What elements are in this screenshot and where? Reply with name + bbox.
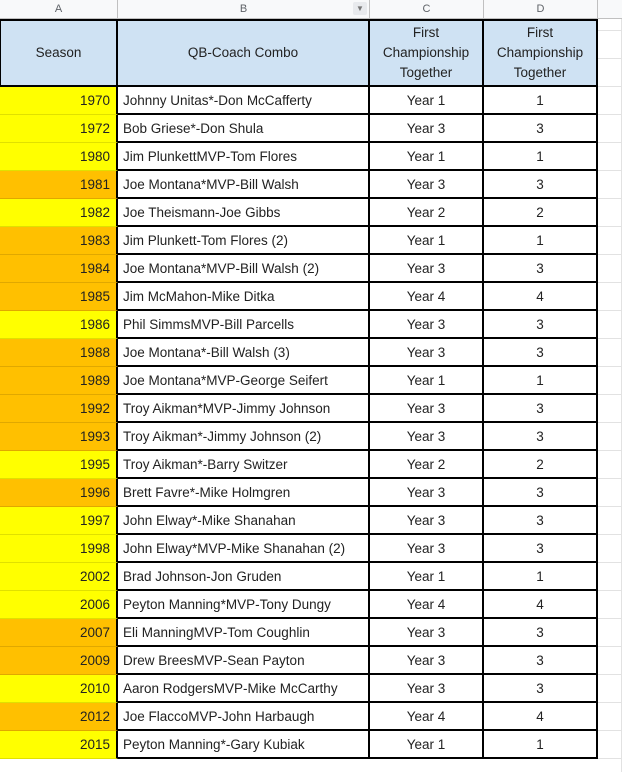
season-cell[interactable]: 1998 <box>0 535 118 563</box>
season-cell[interactable]: 1997 <box>0 507 118 535</box>
table-row <box>0 675 622 703</box>
season-cell[interactable]: 2010 <box>0 675 118 703</box>
year-number-cell[interactable]: 3 <box>484 395 598 423</box>
column-header-b-label: B <box>239 3 248 15</box>
season-cell[interactable]: 2007 <box>0 619 118 647</box>
year-text-cell[interactable]: Year 3 <box>370 619 484 647</box>
year-number-cell[interactable]: 3 <box>484 255 598 283</box>
season-cell[interactable]: 1996 <box>0 479 118 507</box>
table-row <box>0 619 622 647</box>
season-cell[interactable]: 1995 <box>0 451 118 479</box>
year-text-cell[interactable]: Year 3 <box>370 647 484 675</box>
filter-dropdown-icon[interactable]: ▼ <box>353 2 367 15</box>
table-row <box>0 87 622 115</box>
column-header-bar <box>0 0 622 19</box>
table-row <box>0 731 622 759</box>
header-first-championship-c[interactable]: First Championship Together <box>370 19 484 87</box>
combo-cell[interactable]: Peyton Manning*-Gary Kubiak <box>118 731 370 759</box>
year-number-cell[interactable]: 3 <box>484 535 598 563</box>
season-cell[interactable]: 1980 <box>0 143 118 171</box>
season-cell[interactable]: 2015 <box>0 731 118 759</box>
table-row <box>0 283 622 311</box>
year-number-cell[interactable]: 3 <box>484 507 598 535</box>
year-number-cell[interactable]: 3 <box>484 171 598 199</box>
table-row <box>0 647 622 675</box>
year-number-cell[interactable]: 1 <box>484 143 598 171</box>
combo-cell[interactable]: Jim PlunkettMVP-Tom Flores <box>118 143 370 171</box>
year-text-cell[interactable]: Year 3 <box>370 395 484 423</box>
combo-cell[interactable]: Joe Montana*MVP-George Seifert <box>118 367 370 395</box>
combo-cell[interactable]: Johnny Unitas*-Don McCafferty <box>118 87 370 115</box>
combo-cell[interactable]: Jim McMahon-Mike Ditka <box>118 283 370 311</box>
combo-cell[interactable]: Phil SimmsMVP-Bill Parcells <box>118 311 370 339</box>
combo-cell[interactable]: Joe Montana*MVP-Bill Walsh <box>118 171 370 199</box>
combo-cell[interactable]: Joe Theismann-Joe Gibbs <box>118 199 370 227</box>
table-row <box>0 143 622 171</box>
header-combo[interactable]: QB-Coach Combo <box>118 19 370 87</box>
combo-cell[interactable]: Eli ManningMVP-Tom Coughlin <box>118 619 370 647</box>
year-text-cell[interactable]: Year 3 <box>370 507 484 535</box>
season-cell[interactable]: 1992 <box>0 395 118 423</box>
year-text-cell[interactable]: Year 1 <box>370 227 484 255</box>
year-number-cell[interactable]: 3 <box>484 311 598 339</box>
header-row <box>0 19 622 87</box>
year-number-cell[interactable]: 1 <box>484 87 598 115</box>
year-text-cell[interactable]: Year 1 <box>370 143 484 171</box>
season-cell[interactable]: 1972 <box>0 115 118 143</box>
year-number-cell[interactable]: 2 <box>484 451 598 479</box>
year-number-cell[interactable]: 4 <box>484 703 598 731</box>
combo-cell[interactable]: Troy Aikman*MVP-Jimmy Johnson <box>118 395 370 423</box>
year-text-cell[interactable]: Year 3 <box>370 675 484 703</box>
year-number-cell[interactable]: 3 <box>484 619 598 647</box>
year-number-cell[interactable]: 3 <box>484 115 598 143</box>
season-cell[interactable]: 1984 <box>0 255 118 283</box>
year-text-cell[interactable]: Year 4 <box>370 703 484 731</box>
combo-cell[interactable]: John Elway*MVP-Mike Shanahan (2) <box>118 535 370 563</box>
combo-cell[interactable]: Joe Montana*MVP-Bill Walsh (2) <box>118 255 370 283</box>
table-row <box>0 535 622 563</box>
year-text-cell[interactable]: Year 3 <box>370 255 484 283</box>
table-row <box>0 703 622 731</box>
table-row <box>0 423 622 451</box>
year-number-cell[interactable]: 3 <box>484 479 598 507</box>
header-season[interactable]: Season <box>0 19 118 87</box>
column-header-c[interactable]: C <box>370 0 484 18</box>
season-cell[interactable]: 2009 <box>0 647 118 675</box>
year-text-cell[interactable]: Year 4 <box>370 283 484 311</box>
table-row <box>0 507 622 535</box>
table-row <box>0 199 622 227</box>
year-number-cell[interactable]: 4 <box>484 591 598 619</box>
table-row <box>0 171 622 199</box>
combo-cell[interactable]: Drew BreesMVP-Sean Payton <box>118 647 370 675</box>
year-text-cell[interactable]: Year 3 <box>370 535 484 563</box>
season-cell[interactable]: 1985 <box>0 283 118 311</box>
combo-cell[interactable]: Joe Montana*-Bill Walsh (3) <box>118 339 370 367</box>
combo-cell[interactable]: Joe FlaccoMVP-John Harbaugh <box>118 703 370 731</box>
year-text-cell[interactable]: Year 1 <box>370 731 484 759</box>
year-text-cell[interactable]: Year 1 <box>370 367 484 395</box>
table-row <box>0 395 622 423</box>
table-row <box>0 255 622 283</box>
year-text-cell[interactable]: Year 2 <box>370 451 484 479</box>
spreadsheet-grid <box>0 19 622 759</box>
year-text-cell[interactable]: Year 1 <box>370 563 484 591</box>
season-cell[interactable]: 2012 <box>0 703 118 731</box>
season-cell[interactable]: 2006 <box>0 591 118 619</box>
table-row <box>0 451 622 479</box>
season-cell[interactable]: 1983 <box>0 227 118 255</box>
year-number-cell[interactable]: 2 <box>484 199 598 227</box>
combo-cell[interactable]: Troy Aikman*-Jimmy Johnson (2) <box>118 423 370 451</box>
year-number-cell[interactable]: 4 <box>484 283 598 311</box>
table-row <box>0 479 622 507</box>
season-cell[interactable]: 1982 <box>0 199 118 227</box>
year-number-cell[interactable]: 1 <box>484 731 598 759</box>
year-number-cell[interactable]: 1 <box>484 563 598 591</box>
combo-cell[interactable]: Brad Johnson-Jon Gruden <box>118 563 370 591</box>
year-number-cell[interactable]: 1 <box>484 367 598 395</box>
table-row <box>0 591 622 619</box>
year-text-cell[interactable]: Year 3 <box>370 479 484 507</box>
column-header-d[interactable]: D <box>484 0 598 18</box>
year-text-cell[interactable]: Year 2 <box>370 199 484 227</box>
year-number-cell[interactable]: 3 <box>484 647 598 675</box>
table-row <box>0 227 622 255</box>
combo-cell[interactable]: Bob Griese*-Don Shula <box>118 115 370 143</box>
year-text-cell[interactable]: Year 3 <box>370 423 484 451</box>
season-cell[interactable]: 1993 <box>0 423 118 451</box>
table-row <box>0 367 622 395</box>
table-row <box>0 115 622 143</box>
table-row <box>0 311 622 339</box>
year-number-cell[interactable]: 3 <box>484 675 598 703</box>
table-row <box>0 339 622 367</box>
combo-cell[interactable]: John Elway*-Mike Shanahan <box>118 507 370 535</box>
year-text-cell[interactable]: Year 3 <box>370 171 484 199</box>
season-cell[interactable]: 1981 <box>0 171 118 199</box>
season-cell[interactable]: 1970 <box>0 87 118 115</box>
combo-cell[interactable]: Troy Aikman*-Barry Switzer <box>118 451 370 479</box>
column-header-a[interactable]: A <box>0 0 118 18</box>
combo-cell[interactable]: Jim Plunkett-Tom Flores (2) <box>118 227 370 255</box>
combo-cell[interactable]: Brett Favre*-Mike Holmgren <box>118 479 370 507</box>
year-number-cell[interactable]: 3 <box>484 339 598 367</box>
combo-cell[interactable]: Peyton Manning*MVP-Tony Dungy <box>118 591 370 619</box>
table-row <box>0 563 622 591</box>
season-cell[interactable]: 1986 <box>0 311 118 339</box>
season-cell[interactable]: 2002 <box>0 563 118 591</box>
header-first-championship-d[interactable]: First Championship Together <box>484 19 598 87</box>
season-cell[interactable]: 1989 <box>0 367 118 395</box>
year-text-cell[interactable]: Year 3 <box>370 339 484 367</box>
season-cell[interactable]: 1988 <box>0 339 118 367</box>
year-number-cell[interactable]: 1 <box>484 227 598 255</box>
year-text-cell[interactable]: Year 3 <box>370 115 484 143</box>
combo-cell[interactable]: Aaron RodgersMVP-Mike McCarthy <box>118 675 370 703</box>
year-text-cell[interactable]: Year 3 <box>370 311 484 339</box>
year-text-cell[interactable]: Year 1 <box>370 87 484 115</box>
column-header-e[interactable] <box>598 0 622 18</box>
column-header-b[interactable] <box>118 0 370 18</box>
year-number-cell[interactable]: 3 <box>484 423 598 451</box>
year-text-cell[interactable]: Year 4 <box>370 591 484 619</box>
